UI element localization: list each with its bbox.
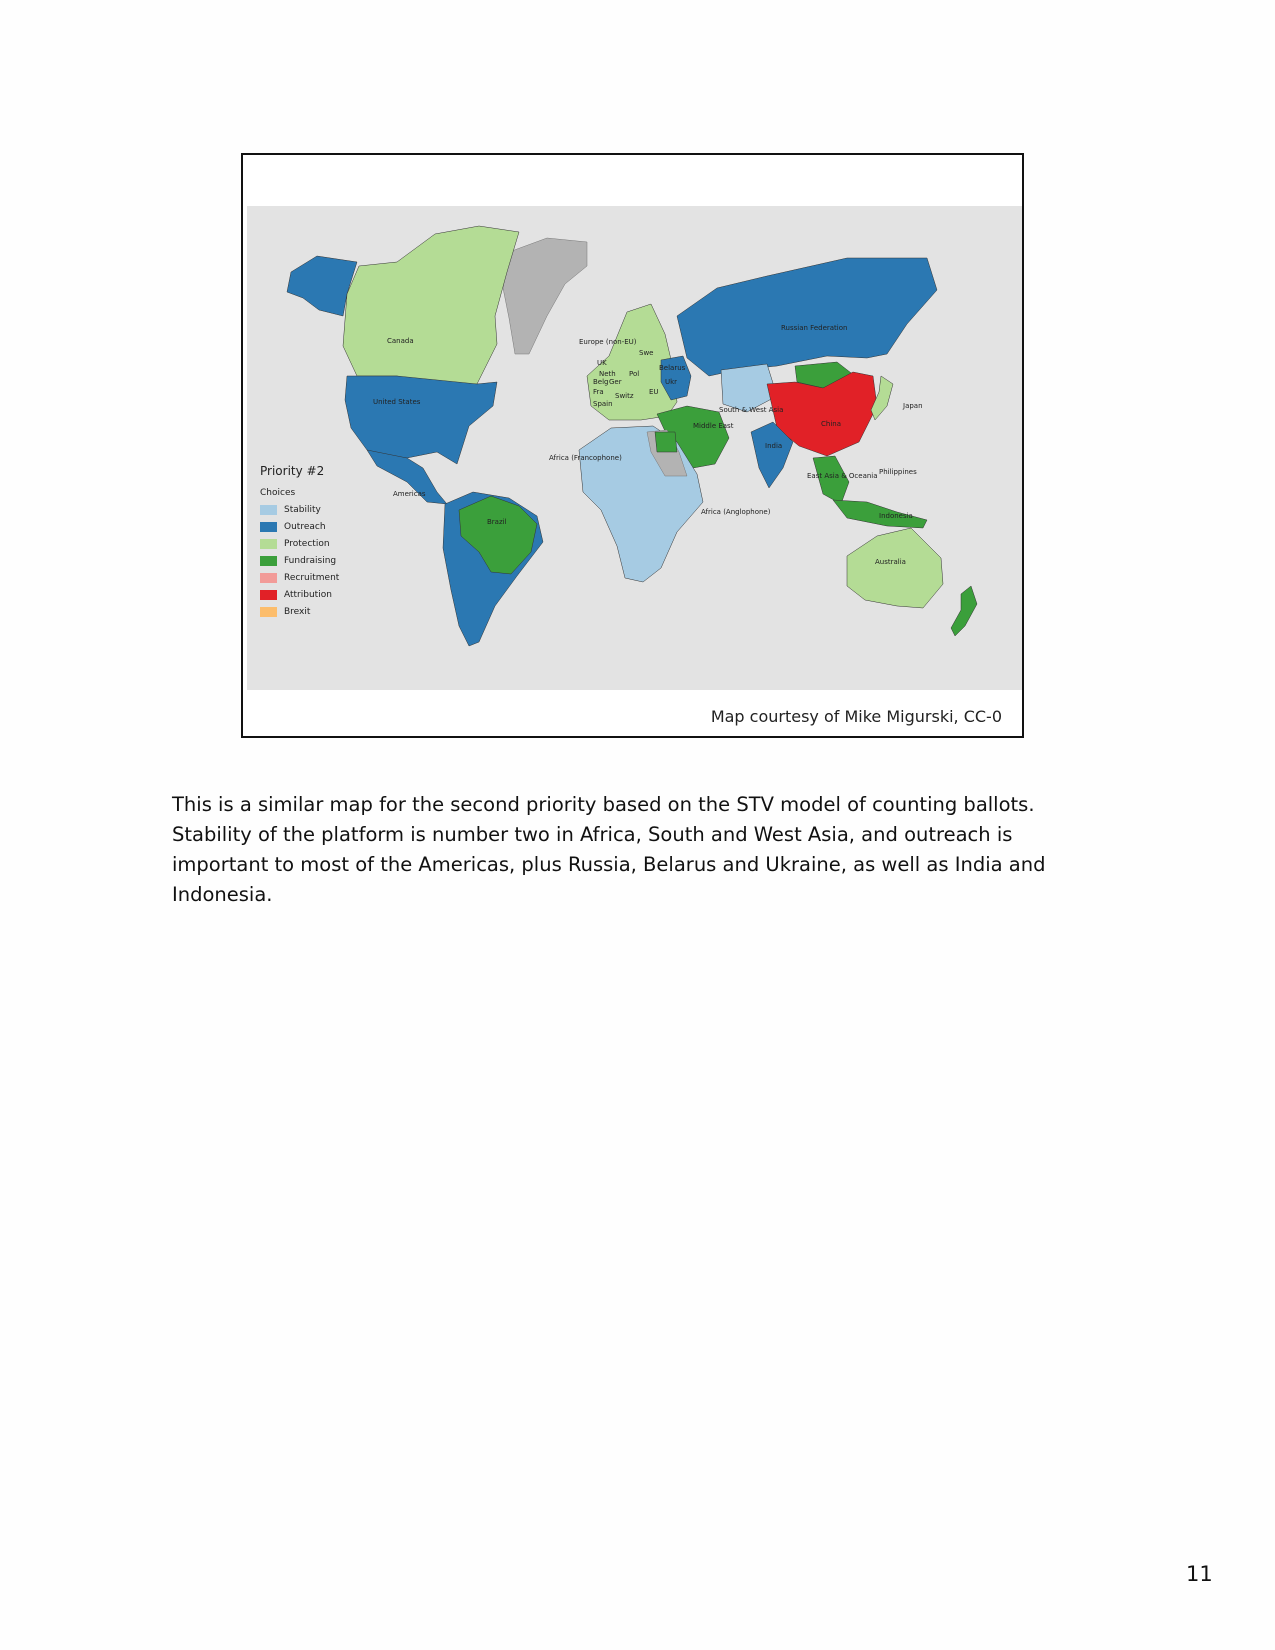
map-label-russian-federation: Russian Federation	[781, 324, 848, 332]
legend-label: Fundraising	[284, 555, 337, 566]
map-label-canada: Canada	[387, 337, 414, 345]
map-label-ger: Ger	[609, 378, 622, 386]
map-label-belg: Belg	[593, 378, 609, 386]
map-label-brazil: Brazil	[487, 518, 507, 526]
legend-item	[260, 569, 339, 586]
page-number: 11	[1186, 1562, 1213, 1586]
map-shapes	[247, 206, 1022, 690]
legend-item	[260, 535, 339, 552]
map-label-belarus: Belarus	[659, 364, 686, 372]
map-label-east-asia-oceania: East Asia & Oceania	[807, 472, 878, 480]
map-label-middle-east: Middle East	[693, 422, 734, 430]
map-label-australia: Australia	[875, 558, 906, 566]
legend-label: Stability	[284, 504, 321, 515]
map-label-india: India	[765, 442, 783, 450]
southeast-asia-region	[813, 456, 849, 504]
slide-frame	[241, 153, 1024, 738]
map-label-south-west-asia: South & West Asia	[719, 406, 784, 414]
map-label-china: China	[821, 420, 841, 428]
legend-swatch	[260, 539, 277, 549]
map-legend	[260, 464, 339, 620]
legend-item	[260, 518, 339, 535]
map-label-indonesia: Indonesia	[879, 512, 913, 520]
map-label-ukr: Ukr	[665, 378, 678, 386]
legend-swatch	[260, 607, 277, 617]
egypt-region	[655, 432, 677, 452]
legend-swatch	[260, 590, 277, 600]
greenland-region	[503, 238, 587, 354]
map-label-fra: Fra	[593, 388, 604, 396]
russian-federation-region	[677, 258, 937, 376]
australia-region	[847, 528, 943, 608]
map-label-americas: Americas	[393, 490, 426, 498]
map-label-philippines: Philippines	[879, 468, 917, 476]
legend-subtitle: Choices	[260, 488, 296, 498]
map-label-united-states: United States	[373, 398, 421, 406]
legend-item	[260, 552, 339, 569]
legend-label: Protection	[284, 538, 330, 549]
legend-swatch	[260, 573, 277, 583]
legend-label: Recruitment	[284, 572, 340, 583]
legend-item	[260, 603, 339, 620]
legend-label: Attribution	[284, 589, 332, 600]
legend-item	[260, 501, 339, 518]
legend-swatch	[260, 522, 277, 532]
map-label-swe: Swe	[639, 349, 654, 357]
map-caption: Map courtesy of Mike Migurski, CC-0	[710, 707, 1002, 726]
legend-items	[260, 501, 339, 620]
map-label-neth: Neth	[599, 370, 616, 378]
legend-title: Priority #2	[260, 464, 325, 478]
map-label-europe-non-eu: Europe (non-EU)	[579, 338, 637, 346]
map-label-spain: Spain	[593, 400, 613, 408]
new-zealand-region	[951, 586, 977, 636]
legend-swatch	[260, 505, 277, 515]
legend-label: Brexit	[284, 606, 311, 617]
map-label-africa-francophone: Africa (Francophone)	[549, 454, 622, 462]
map-label-uk: UK	[597, 359, 607, 367]
legend-label: Outreach	[284, 521, 326, 532]
map-label-japan: Japan	[903, 402, 923, 410]
canada-region	[343, 226, 519, 384]
map-label-pol: Pol	[629, 370, 640, 378]
body-paragraph: This is a similar map for the second priority based on the STV model of counting ballots. Stability of the platform is number two in Africa, South and West Asia, and outreach is important to most of the Americas, plus Russia, Belarus and Ukraine, as well as India and Indonesia.	[172, 793, 1046, 906]
map-label-africa-anglophone: Africa (Anglophone)	[701, 508, 771, 516]
map-label-switz: Switz	[615, 392, 634, 400]
legend-swatch	[260, 556, 277, 566]
world-map	[247, 206, 1022, 690]
legend-item	[260, 586, 339, 603]
map-label-eu: EU	[649, 388, 659, 396]
